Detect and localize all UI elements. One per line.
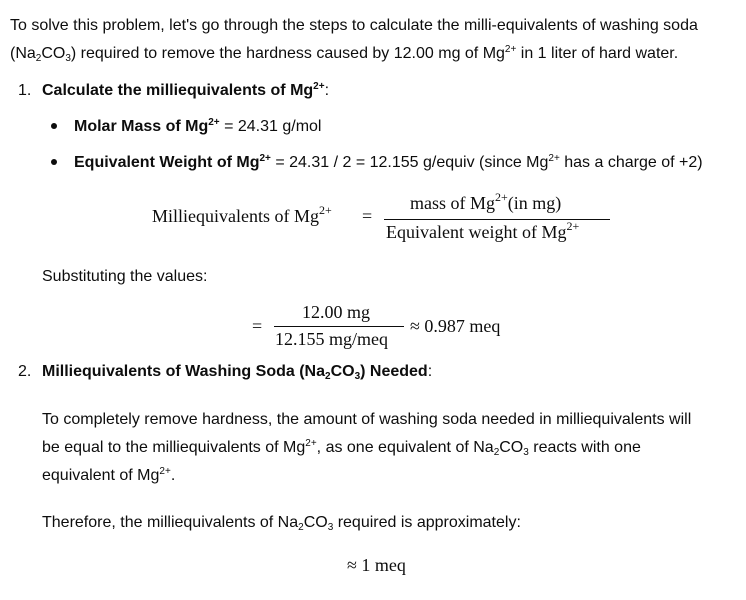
substituting-label: Substituting the values: (42, 268, 208, 285)
step-2-number: 2. (18, 363, 32, 380)
step-2-para-line-3: equivalent of $Mg^{2+}$. (42, 466, 176, 484)
formula-numerator: mass of $Mg^{2+}(in$ mg) (410, 190, 562, 213)
calc-denominator: 12.155 mg/meq (275, 329, 388, 349)
formula-denominator: Equivalent weight of $Mg^{2+}$ (386, 219, 580, 242)
bullet-molar-mass: Molar Mass of $Mg^{2+} = 24.31$ g/mol (74, 117, 322, 135)
calc-equals: = (252, 316, 263, 336)
calc-numerator: 12.00 mg (302, 302, 371, 322)
step-2-para-line-1: To completely remove hardness, the amount of washing soda needed in milliequivalents will (42, 411, 692, 428)
bullet-dot (51, 123, 57, 129)
formula-equals: = (362, 206, 373, 226)
calc-result: ≈ 0.987 meq (410, 316, 501, 336)
intro-line-1: To solve this problem, let's go through the steps to calculate the milli-equivalents of washing soda (10, 17, 698, 34)
formula-lhs: Milliequivalents of $Mg^{2+}$ (152, 203, 332, 226)
step-1-heading: Calculate the milliequivalents of $Mg^{2+}$: (42, 81, 330, 99)
step-2-heading: Milliequivalents of Washing Soda $(Na_2CO_3)$ Needed: (42, 363, 433, 382)
final-result: ≈ 1 meq (347, 555, 406, 575)
bullet-dot (51, 159, 57, 165)
calc-fraction-bar (274, 326, 404, 327)
intro-line-2: $(Na_2CO_3)$ required to remove the hardness caused by 12.00 mg of $Mg^{2+}$ in 1 liter of hard water. (10, 44, 679, 64)
step-2-para-line-2: be equal to the milliequivalents of $Mg^{2+}$, as one equivalent of $Na_2CO_3$ reacts with one (42, 438, 641, 458)
step-1-number: 1. (18, 82, 32, 99)
bullet-equivalent-weight: Equivalent Weight of $Mg^{2+} = 24.31 / 2 = 12.155$ g/equiv (since $Mg^{2+}$ has a charge of +2) (74, 153, 703, 171)
therefore-line: Therefore, the milliequivalents of $Na_2CO_3$ required is approximately: (42, 514, 521, 533)
